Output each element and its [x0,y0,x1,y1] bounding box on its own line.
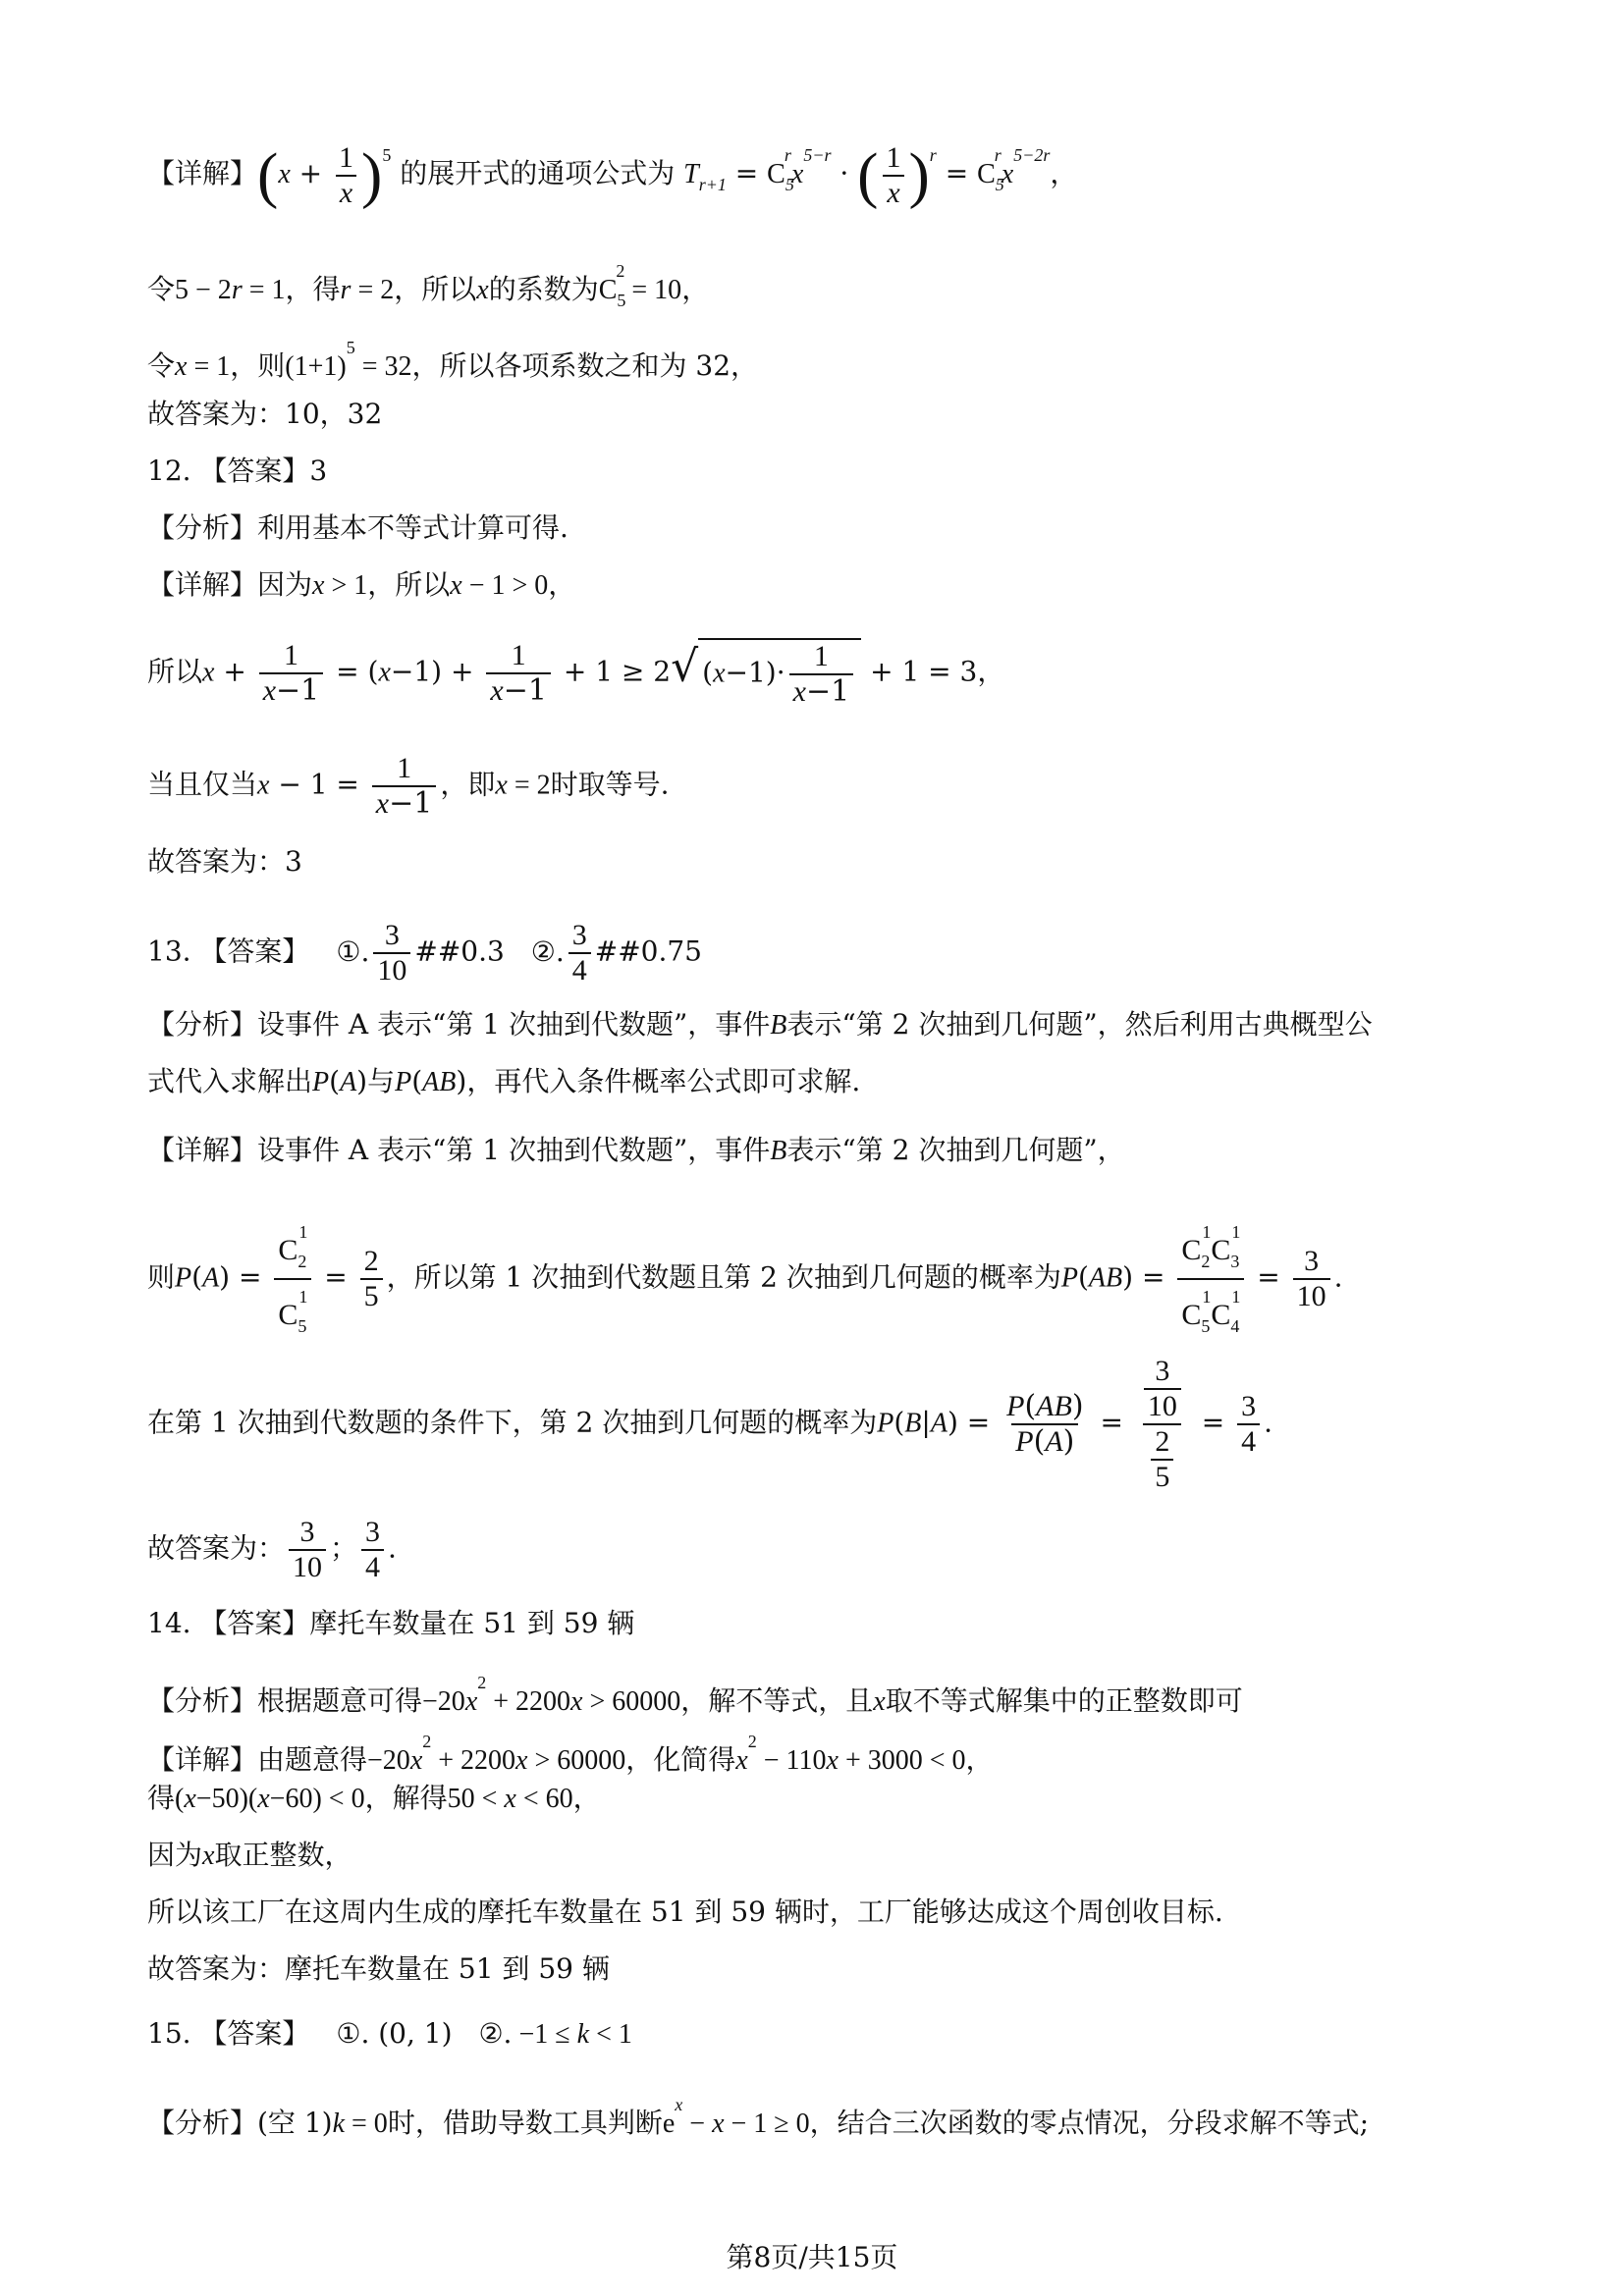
line-7: 【详解】因为x > 1，所以x − 1 > 0， [147,568,576,601]
detail-tag: 【详解】 [147,157,258,189]
line-5: 12. 【答案】3 [147,454,328,487]
line-24: 故答案为：摩托车数量在 51 到 59 辆 [147,1952,610,1985]
line-10: 故答案为：3 [147,845,302,878]
line-16: 在第 1 次抽到代数题的条件下，第 2 次抽到几何题的概率为P(B|A) = $\frac{P(AB)}{P(A)}$ = $\frac{\frac{3}{10}}{\frac{2}{5}}$ = $\frac{3}{4}$ . [147,1355,1272,1493]
line-8: 所以x + $\frac{1}{x-1}$ = (x−1) + $\frac{1}{x-1}$ + 1 ≥ 2√ (x−1)· $\frac{1}{x-1}$ + 1 = 3， [147,639,1005,709]
line-20: 【详解】由题意得$-20x^2 + 2200x > 60000$，化简得$x^2 - 110x + 3000 < 0$， [147,1732,994,1776]
line-2: 令5 − 2r = 1，得r = 2，所以x的系数为$C_5^2 = 10$， [147,261,710,310]
line-6: 【分析】利用基本不等式计算可得. [147,511,568,544]
line-4: 故答案为：10，32 [147,398,383,430]
line-14: 【详解】设事件 A 表示“第 1 次抽到代数题”，事件B表示“第 2 次抽到几何题”， [147,1134,1125,1166]
line-11: 13. 【答案】 ①. $\frac{3}{10}$ ##0.3 ②. $\frac{3}{4}$ ##0.75 [147,919,702,987]
line-25: 15. 【答案】 ①. (0, 1) ②. −1 ≤ k < 1 [147,2017,632,2050]
line-9: 当且仅当x − 1 = $\frac{1}{x-1}$ ，即x = 2时取等号. [147,752,670,821]
line-22: 因为x取正整数， [147,1839,352,1871]
line-1: 【详解】(x + $\frac{1}{x}$ )$^5$ 的展开式的通项公式为 $T_{r+1} = C_5^rx^{5-r}$ · ( $\frac{1}{x}$ )$^r = C_5^rx^{5-2r}$， [147,139,1078,210]
page-footer: 第8页/共15页 [726,2241,898,2273]
line-19: 【分析】根据题意可得$-20x^2 + 2200x > 60000$，解不等式，且x取不等式解集中的正整数即可 [147,1673,1243,1717]
line-18: 14. 【答案】摩托车数量在 51 到 59 辆 [147,1607,635,1639]
line-23: 所以该工厂在这周内生成的摩托车数量在 51 到 59 辆时，工厂能够达成这个周创收目标. [147,1896,1223,1928]
line-15: 则P(A) = $\frac{C_2^1}{C_5^1}$ = $\frac{2}{5}$ ，所以第 1 次抽到代数题且第 2 次抽到几何题的概率为P(AB) = $\frac{C_2^1C_3^1}{C_5^1C_4^1}$ = $\frac{3}{10}$ . [147,1215,1343,1343]
line-13: 式代入求解出P(A)与P(AB)，再代入条件概率公式即可求解. [147,1065,861,1097]
line-3: 令x = 1，则$(1+1)^5 = 32$，所以各项系数之和为 32， [147,338,759,382]
line-17: 故答案为： $\frac{3}{10}$ ； $\frac{3}{4}$ . [147,1516,397,1583]
line-12: 【分析】设事件 A 表示“第 1 次抽到代数题”，事件B表示“第 2 次抽到几何题”，然后利用古典概型公 [147,1008,1373,1041]
line-21: 得(x−50)(x−60) < 0，解得50 < x < 60， [147,1782,601,1814]
line-26: 【分析】(空 1)k = 0时，借助导数工具判断$e^x - x - 1 \ge 0$，结合三次函数的零点情况，分段求解不等式; [147,2095,1370,2139]
